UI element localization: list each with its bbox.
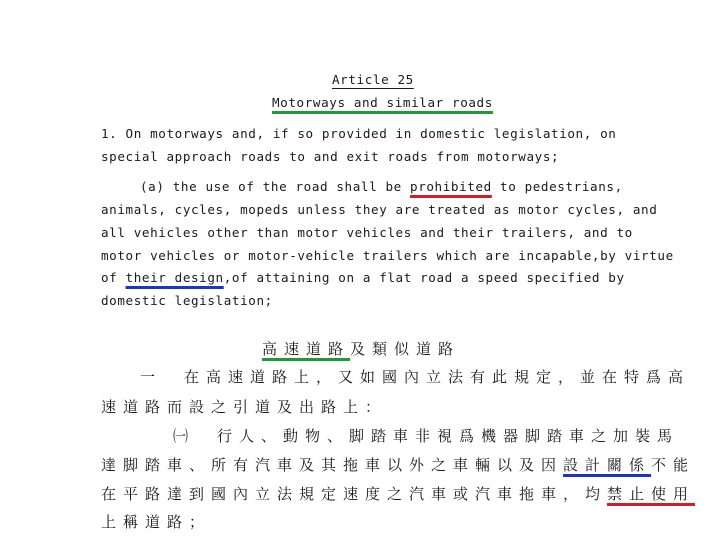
en-line4: all vehicles other than motor vehicles and their trailers, and to <box>101 225 633 240</box>
en-line6 <box>101 270 625 285</box>
zh-para1-line2: 速道路而設之引道及出路上： <box>101 398 388 416</box>
zh-line4 <box>101 454 695 475</box>
en-line3: animals, cycles, mopeds unless they are treated as motor cycles, and <box>101 202 658 217</box>
article-number-text: Article 25 <box>332 72 414 87</box>
zh-title-rest: 及類似道路 <box>350 340 461 358</box>
article-number <box>332 72 414 87</box>
en-line5: motor vehicles or motor-vehicle trailers which are incapable,by virtue <box>101 248 674 263</box>
en-para1-line1: 1. On motorways and, if so provided in domestic legislation, on <box>101 126 617 141</box>
en-sub-a-line <box>140 179 623 194</box>
en-sub-a-pre: (a) the use of the road shall be <box>140 179 411 194</box>
zh-highlight-design: 設計關係 <box>563 456 652 474</box>
zh-line5-pre: 在平路達到國內立法規定速度之汽車或汽車拖車，均 <box>101 485 608 503</box>
en-line7: domestic legislation; <box>101 293 273 308</box>
zh-highlight-prohibited: 禁止使用 <box>607 485 696 503</box>
zh-line5 <box>101 483 695 504</box>
en-line6-post: ,of attaining on a flat road a speed specified by <box>223 270 625 285</box>
en-para1-line2: special approach roads to and exit roads from motorways; <box>101 149 560 164</box>
zh-line4-post: 不能 <box>651 456 696 474</box>
zh-title-highlight: 高速道路 <box>262 340 351 358</box>
article-title <box>272 95 493 110</box>
en-sub-a-post: to pedestrians, <box>491 179 623 194</box>
zh-sub-a: ㈠ 行人、動物、脚踏車非視爲機器脚踏車之加裝馬 <box>173 427 680 445</box>
zh-line4-pre: 達脚踏車、所有汽車及其拖車以外之車輛以及因 <box>101 456 564 474</box>
en-highlight-prohibited: prohibited <box>410 179 492 194</box>
zh-line6: 上稱道路； <box>101 513 212 531</box>
en-highlight-their-design: their design <box>125 270 224 285</box>
zh-title <box>262 338 460 359</box>
en-line6-pre: of <box>101 270 126 285</box>
zh-para1-line1: 一 在高速道路上，又如國內立法有此規定，並在特爲高 <box>140 368 691 386</box>
article-title-text: Motorways and similar roads <box>272 95 493 110</box>
